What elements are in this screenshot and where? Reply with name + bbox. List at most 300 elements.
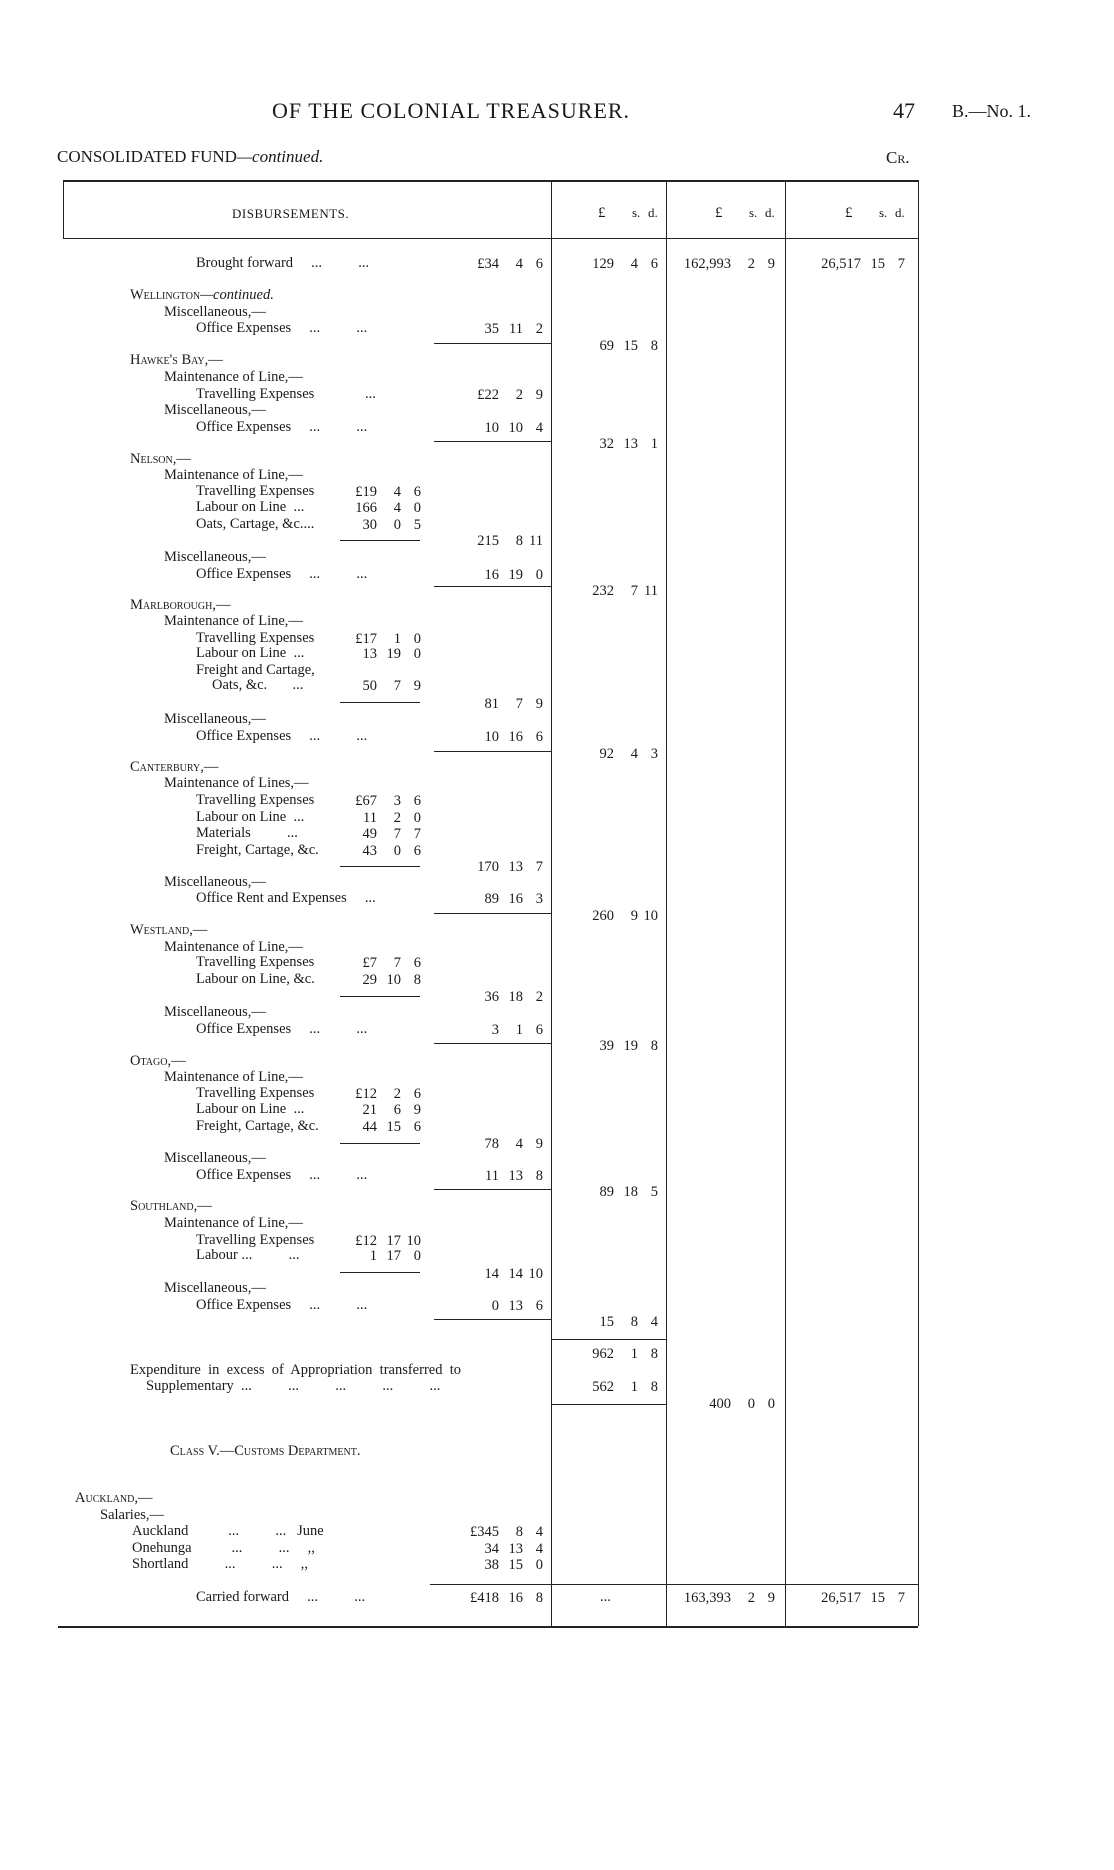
amount-pounds: 10 [484, 420, 499, 436]
line-item-label [164, 1151, 266, 1166]
amount-shillings: 18 [623, 1184, 638, 1200]
currency-header-shillings: s. [749, 205, 758, 220]
credit-side-label: Cr. [886, 148, 910, 167]
amount-d [815, 1590, 905, 1606]
label-text: Office Expenses ... ... [196, 1021, 368, 1037]
amount-pounds: 69 [599, 338, 614, 354]
label-text: Travelling Expenses ... [196, 386, 376, 402]
amount-c [685, 256, 775, 272]
line-item-label [196, 1119, 319, 1134]
label-text: Marlborough,— [130, 597, 231, 613]
table-right-border [918, 180, 919, 1626]
label-text: Supplementary ... ... ... ... ... [146, 1378, 441, 1394]
subtotal-rule [434, 913, 551, 914]
amount-shillings: 19 [508, 567, 523, 583]
label-text: Southland,— [130, 1198, 212, 1214]
amount-shillings: 3 [393, 793, 401, 809]
amount-a [453, 420, 543, 436]
amount-sub [331, 1102, 421, 1118]
amount-b [568, 908, 658, 924]
amount-pence: 8 [535, 1168, 543, 1184]
amount-pence: 4 [535, 1541, 543, 1557]
line-item-label [196, 972, 315, 987]
amount-pence: 7 [535, 859, 543, 875]
amount-a [453, 321, 543, 337]
amount-pence: 9 [535, 387, 543, 403]
line-item-label [196, 420, 367, 435]
line-item-label [164, 776, 309, 791]
amount-shillings: 15 [508, 1557, 523, 1573]
amount-pounds: 81 [484, 696, 499, 712]
amount-sub [331, 810, 421, 826]
amount-a [453, 387, 543, 403]
amount-pounds: 15 [599, 1314, 614, 1330]
label-text: Expenditure in excess of Appropriation transferred to [130, 1362, 461, 1378]
label-text: Maintenance of Line,— [164, 467, 303, 483]
label-text: Travelling Expenses [196, 483, 315, 499]
amount-pence: 6 [413, 1119, 421, 1135]
label-text: Salaries,— [100, 1507, 165, 1523]
amount-shillings: 7 [515, 696, 523, 712]
amount-pence: 0 [413, 646, 421, 662]
amount-sub [331, 843, 421, 859]
amount-sub [331, 1086, 421, 1102]
subtotal-rule [434, 343, 551, 344]
amount-pounds: £34 [477, 256, 499, 272]
amount-b [568, 746, 658, 762]
label-text: Labour on Line ... [196, 1101, 305, 1117]
line-item-label [196, 826, 298, 841]
line-item-label [164, 614, 303, 629]
section-heading [130, 923, 207, 938]
column-separator [666, 180, 667, 1626]
currency-header-pounds: £ [598, 205, 606, 221]
amount-pence: 4 [650, 1314, 658, 1330]
amount-shillings: 10 [386, 972, 401, 988]
subtotal-rule [340, 1272, 420, 1273]
amount-pounds: 215 [477, 533, 499, 549]
label-text: Travelling Expenses [196, 1085, 315, 1101]
label-text: Otago,— [130, 1053, 186, 1069]
amount-a [453, 1557, 543, 1573]
amount-shillings: 6 [393, 1102, 401, 1118]
amount-a [453, 1590, 543, 1606]
label-text: Miscellaneous,— [164, 874, 266, 890]
amount-pounds: 163,393 [683, 1590, 731, 1606]
table-top-rule [63, 180, 918, 182]
line-item-label [196, 891, 376, 906]
amount-b [568, 1379, 658, 1395]
amount-shillings: 17 [386, 1248, 401, 1264]
line-item-label [164, 1216, 303, 1231]
amount-pounds: 14 [484, 1266, 499, 1282]
label-text: Shortland ... ... ,, [132, 1556, 309, 1572]
amount-a [453, 1266, 543, 1282]
amount-pounds: £418 [470, 1590, 499, 1606]
section-heading [130, 598, 230, 613]
amount-pounds: 0 [491, 1298, 499, 1314]
amount-pence: 6 [413, 484, 421, 500]
amount-pence: 3 [535, 891, 543, 907]
line-item-label [196, 810, 304, 825]
amount-b [568, 583, 658, 599]
amount-shillings: 2 [747, 256, 755, 272]
amount-pounds: 35 [484, 321, 499, 337]
amount-pounds: £12 [355, 1233, 377, 1249]
line-item-label [164, 305, 266, 320]
label-text: Travelling Expenses [196, 1232, 315, 1248]
amount-shillings: 19 [623, 1038, 638, 1054]
label-text: Canterbury,— [130, 759, 219, 775]
label-text: Travelling Expenses [196, 630, 315, 646]
amount-pounds: £345 [470, 1524, 499, 1540]
currency-header-shillings: s. [879, 205, 888, 220]
currency-header-pounds: £ [845, 205, 853, 221]
line-item-label [196, 500, 304, 515]
column-header-disbursements: DISBURSEMENTS. [232, 206, 350, 221]
amount-sub [331, 1119, 421, 1135]
amount-shillings: 13 [508, 1541, 523, 1557]
amount-shillings: 10 [508, 420, 523, 436]
line-item-label [196, 1086, 314, 1101]
amount-shillings: 11 [509, 321, 523, 337]
line-item-label [196, 567, 367, 582]
amount-sub [331, 955, 421, 971]
label-text: Auckland,— [75, 1490, 153, 1506]
line-item-label [132, 1541, 315, 1556]
label-text: Office Expenses ... ... [196, 728, 368, 744]
amount-shillings: 9 [630, 908, 638, 924]
amount-pence: 10 [528, 1266, 543, 1282]
amount-a [453, 891, 543, 907]
amount-pence: 6 [413, 793, 421, 809]
amount-sub [331, 484, 421, 500]
label-text: Oats, &c. ... [212, 677, 304, 693]
fund-title [57, 148, 323, 165]
table-bottom-rule [58, 1626, 918, 1628]
subtotal-rule [340, 866, 420, 867]
amount-shillings: 19 [386, 646, 401, 662]
column-separator [785, 180, 786, 1626]
amount-pence: 6 [650, 256, 658, 272]
label-text: Onehunga ... ... ,, [132, 1540, 315, 1556]
amount-pence: 6 [535, 729, 543, 745]
amount-shillings: 8 [515, 1524, 523, 1540]
amount-shillings: 1 [393, 631, 401, 647]
amount-pounds: 30 [362, 517, 377, 533]
amount-pence: 1 [650, 436, 658, 452]
amount-pence: 3 [650, 746, 658, 762]
amount-a [453, 1298, 543, 1314]
amount-sub [331, 793, 421, 809]
amount-pounds: 260 [592, 908, 614, 924]
label-text: Carried forward ... ... [196, 1589, 366, 1605]
amount-pence: 11 [644, 583, 658, 599]
amount-pounds: 36 [484, 989, 499, 1005]
amount-a [453, 1168, 543, 1184]
amount-b [568, 1346, 658, 1362]
amount-pounds: 92 [599, 746, 614, 762]
amount-a [453, 1022, 543, 1038]
label-text: Office Rent and Expenses ... [196, 890, 376, 906]
total-rule [551, 1404, 666, 1405]
label-text: Maintenance of Line,— [164, 369, 303, 385]
amount-a [453, 1136, 543, 1152]
subtotal-rule [434, 1043, 551, 1044]
amount-pounds: 89 [484, 891, 499, 907]
label-text: Office Expenses ... ... [196, 419, 368, 435]
amount-shillings: 1 [630, 1346, 638, 1362]
currency-header-pounds: £ [715, 205, 723, 221]
amount-pence: 7 [413, 826, 421, 842]
currency-header-pence: d. [648, 205, 658, 220]
amount-pounds: 34 [484, 1541, 499, 1557]
label-text: Wellington [130, 287, 201, 303]
amount-pounds: 1 [369, 1248, 377, 1264]
line-item-label [212, 678, 303, 693]
amount-pounds: 26,517 [821, 256, 861, 272]
label-text: Maintenance of Line,— [164, 1069, 303, 1085]
amount-pence: 7 [897, 256, 905, 272]
amount-pence: 0 [413, 1248, 421, 1264]
amount-shillings: 4 [393, 500, 401, 516]
section-heading [130, 353, 223, 368]
amount-b [568, 1184, 658, 1200]
amount-pounds: 232 [592, 583, 614, 599]
amount-pence: 9 [413, 1102, 421, 1118]
amount-shillings: 13 [508, 859, 523, 875]
amount-pounds: 10 [484, 729, 499, 745]
amount-pounds: 562 [592, 1379, 614, 1395]
label-text: Brought forward ... ... [196, 255, 370, 271]
amount-pounds: 29 [362, 972, 377, 988]
carried-forward-rule [430, 1584, 918, 1585]
amount-sub [331, 1248, 421, 1264]
amount-b [568, 1314, 658, 1330]
amount-a [453, 256, 543, 272]
amount-shillings: 18 [508, 989, 523, 1005]
label-text: Westland,— [130, 922, 208, 938]
amount-pence: 0 [413, 500, 421, 516]
label-text: Labour on Line ... [196, 499, 305, 515]
label-text: Miscellaneous,— [164, 304, 266, 320]
section-heading [130, 452, 191, 467]
amount-pounds: 49 [362, 826, 377, 842]
page-number: 47 [893, 98, 915, 123]
amount-pence: 4 [535, 420, 543, 436]
amount-pence: 7 [897, 1590, 905, 1606]
amount-pounds: 166 [355, 500, 377, 516]
label-text: Office Expenses ... ... [196, 320, 368, 336]
amount-shillings: 16 [508, 891, 523, 907]
amount-a [453, 696, 543, 712]
label-text: Miscellaneous,— [164, 1004, 266, 1020]
label-text: Materials ... [196, 825, 298, 841]
label-text: Maintenance of Line,— [164, 613, 303, 629]
label-text: Oats, Cartage, &c.... [196, 516, 315, 532]
amount-a [453, 533, 543, 549]
amount-pence: 10 [406, 1233, 421, 1249]
amount-pence: 4 [535, 1524, 543, 1540]
amount-pence: 6 [413, 955, 421, 971]
line-item-label [132, 1557, 308, 1572]
amount-shillings: 7 [393, 826, 401, 842]
section-heading [130, 288, 274, 303]
amount-pounds: 38 [484, 1557, 499, 1573]
label-text: Travelling Expenses [196, 792, 315, 808]
amount-pounds: 162,993 [683, 256, 731, 272]
label-text: Nelson,— [130, 451, 191, 467]
amount-pence: 6 [413, 1086, 421, 1102]
amount-pounds: 39 [599, 1038, 614, 1054]
amount-pounds: 400 [709, 1396, 731, 1412]
amount-shillings: 4 [630, 256, 638, 272]
label-text: Labour on Line ... [196, 645, 305, 661]
amount-shillings: 13 [508, 1298, 523, 1314]
amount-shillings: 0 [747, 1396, 755, 1412]
amount-pence: 9 [535, 1136, 543, 1152]
amount-shillings: 16 [508, 729, 523, 745]
line-item-label [164, 403, 266, 418]
fund-title-suffix: —continued. [236, 147, 324, 166]
label-text: Freight and Cartage, [196, 662, 315, 678]
line-item-label [196, 387, 376, 402]
amount-shillings: 14 [508, 1266, 523, 1282]
amount-pence: 6 [535, 1022, 543, 1038]
amount-shillings: 7 [393, 955, 401, 971]
amount-c [685, 1396, 775, 1412]
amount-pence: 8 [650, 1346, 658, 1362]
amount-a [453, 567, 543, 583]
amount-b [568, 338, 658, 354]
line-item-label [196, 663, 315, 678]
label-text: Travelling Expenses [196, 954, 315, 970]
amount-shillings: 8 [630, 1314, 638, 1330]
amount-pence: 0 [535, 567, 543, 583]
label-text: Freight, Cartage, &c. [196, 842, 319, 858]
label-text: Office Expenses ... ... [196, 1167, 368, 1183]
amount-shillings: 1 [515, 1022, 523, 1038]
line-item-label [132, 1524, 324, 1539]
line-item-label [196, 1248, 300, 1263]
amount-shillings: 4 [630, 746, 638, 762]
line-item-label [196, 1298, 367, 1313]
line-item-label [164, 1005, 266, 1020]
label-text: Maintenance of Line,— [164, 1215, 303, 1231]
section-heading [130, 1199, 212, 1214]
amount-sub [331, 826, 421, 842]
amount-sub [331, 631, 421, 647]
label-text: Office Expenses ... ... [196, 1297, 368, 1313]
subtotal-rule [434, 1189, 551, 1190]
line-item-label [146, 1379, 440, 1394]
amount-shillings: 15 [623, 338, 638, 354]
label-text: Office Expenses ... ... [196, 566, 368, 582]
subtotal-rule [340, 996, 420, 997]
subtotal-rule [434, 751, 551, 752]
amount-b [568, 436, 658, 452]
label-text: Labour on Line, &c. [196, 971, 315, 987]
label-text: Miscellaneous,— [164, 711, 266, 727]
amount-pence: 8 [650, 1038, 658, 1054]
line-item-label [196, 1168, 367, 1183]
label-text: Labour on Line ... [196, 809, 305, 825]
currency-header-pence: d. [895, 205, 905, 220]
amount-pence: 0 [767, 1396, 775, 1412]
currency-header-shillings: s. [632, 205, 641, 220]
line-item-label [196, 631, 314, 646]
amount-pounds: 11 [485, 1168, 499, 1184]
subtotal-rule [340, 702, 420, 703]
amount-pounds: 3 [491, 1022, 499, 1038]
label-text: Freight, Cartage, &c. [196, 1118, 319, 1134]
amount-shillings: 2 [393, 810, 401, 826]
amount-shillings: 2 [393, 1086, 401, 1102]
amount-pounds: 78 [484, 1136, 499, 1152]
amount-pence: 8 [650, 1379, 658, 1395]
amount-pence: 8 [535, 1590, 543, 1606]
amount-pounds: £7 [362, 955, 377, 971]
amount-pounds: 21 [362, 1102, 377, 1118]
line-item-label [196, 1590, 365, 1605]
section-heading [75, 1491, 152, 1506]
amount-pence: 2 [535, 321, 543, 337]
line-item-label [196, 1022, 367, 1037]
amount-pounds: £19 [355, 484, 377, 500]
label-text: Miscellaneous,— [164, 1150, 266, 1166]
amount-pence: 11 [529, 533, 543, 549]
line-item-label [196, 843, 319, 858]
amount-shillings: 15 [386, 1119, 401, 1135]
line-item-label [164, 1070, 303, 1085]
amount-pence: 5 [650, 1184, 658, 1200]
amount-sub [331, 646, 421, 662]
amount-shillings: 15 [870, 256, 885, 272]
amount-pounds: £17 [355, 631, 377, 647]
amount-sub [331, 972, 421, 988]
amount-shillings: 13 [508, 1168, 523, 1184]
amount-pence: 9 [535, 696, 543, 712]
amount-shillings: 1 [630, 1379, 638, 1395]
amount-shillings: 7 [393, 678, 401, 694]
amount-shillings: 0 [393, 843, 401, 859]
amount-pounds: 43 [362, 843, 377, 859]
subtotal-rule [434, 441, 551, 442]
amount-pence: 9 [767, 1590, 775, 1606]
amount-shillings: 17 [386, 1233, 401, 1249]
amount-pence: 0 [413, 810, 421, 826]
amount-pence: 5 [413, 517, 421, 533]
amount-pence: 9 [767, 256, 775, 272]
section-heading [130, 760, 218, 775]
line-item-label [196, 1102, 304, 1117]
amount-sub [331, 1233, 421, 1249]
amount-pence: 0 [413, 631, 421, 647]
line-item-label [164, 940, 303, 955]
line-item-label [196, 484, 314, 499]
amount-b [568, 1038, 658, 1054]
amount-shillings: 8 [515, 533, 523, 549]
amount-pounds: 89 [599, 1184, 614, 1200]
amount-shillings: 2 [747, 1590, 755, 1606]
label-text: Maintenance of Lines,— [164, 775, 309, 791]
subtotal-rule [340, 540, 420, 541]
amount-pounds: 11 [363, 810, 377, 826]
table-left-border [63, 180, 64, 238]
document-reference: B.—No. 1. [952, 101, 1032, 121]
amount-pence: 6 [413, 843, 421, 859]
line-item-label [164, 468, 303, 483]
